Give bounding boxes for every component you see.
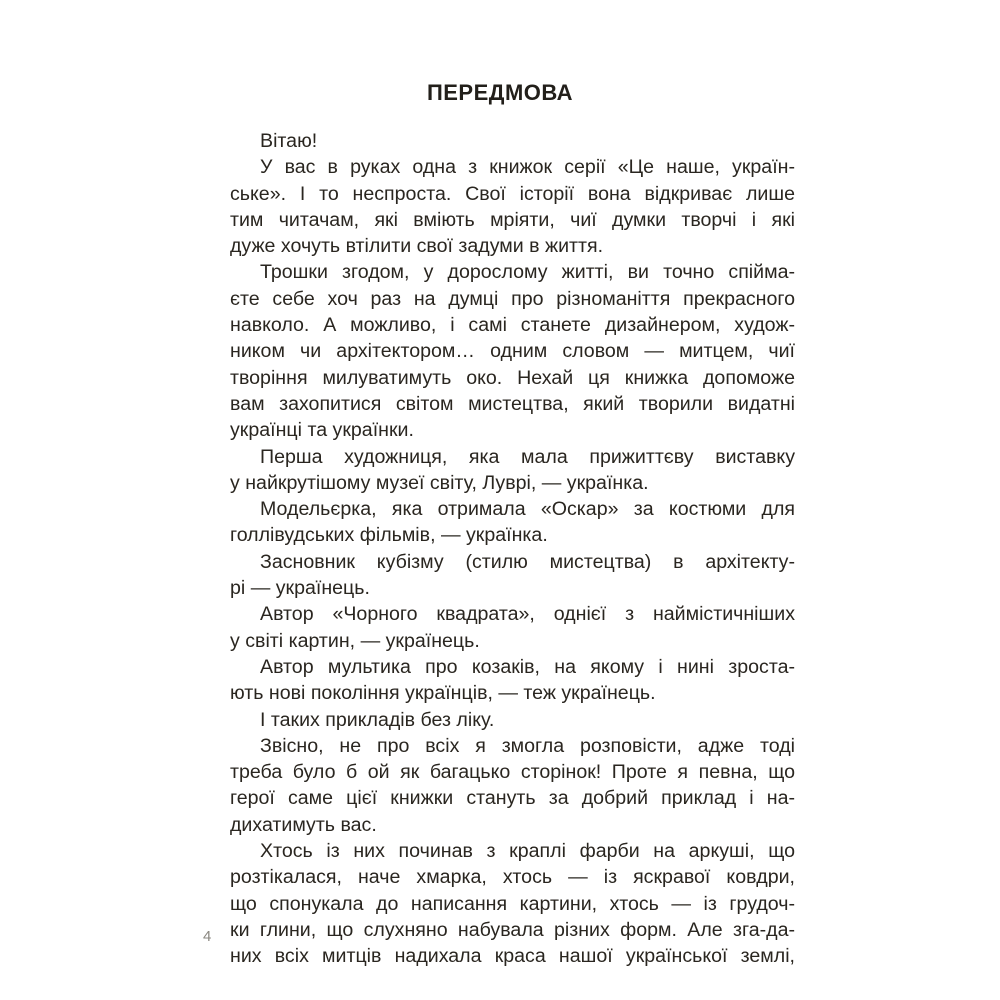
text-line: навколо. А можливо, і самі станете дизайнером, худож- — [230, 314, 795, 337]
text-line: у найкрутішому музеї світу, Луврі, — українка. — [230, 471, 649, 494]
text-line: єте себе хоч раз на думці про різноманіття прекрасного — [230, 287, 795, 310]
text-line: у світі картин, — українець. — [230, 629, 480, 652]
text-line: дихатимуть вас. — [230, 813, 377, 836]
text-line: Хтось із них починав з краплі фарби на аркуші, що — [260, 840, 795, 863]
text-line: українці та українки. — [230, 419, 414, 442]
text-line: голлівудських фільмів, — українка. — [230, 524, 548, 547]
text-line: Автор «Чорного квадрата», однієї з наймістичніших — [260, 603, 795, 626]
preface-text — [230, 128, 795, 970]
text-line: дуже хочуть втілити свої задуми в життя. — [230, 235, 604, 258]
text-line: Модельєрка, яка отримала «Оскар» за костюми для — [260, 498, 795, 521]
text-line: У вас в руках одна з книжок серії «Це наше, україн- — [260, 156, 795, 179]
text-line: розтікалася, наче хмарка, хтось — із яскравої ковдри, — [230, 866, 795, 889]
text-line: Вітаю! — [260, 130, 318, 152]
text-line: тим читачам, які вміють мріяти, чиї думки творчі і які — [230, 208, 795, 231]
text-line: І таких прикладів без ліку. — [260, 708, 495, 731]
text-line: них всіх митців надихала краса нашої української землі, — [230, 945, 795, 968]
text-line: герої саме цієї книжки стануть за добрий приклад і на- — [230, 787, 795, 810]
text-line: рі — українець. — [230, 577, 370, 600]
text-line: Перша художниця, яка мала прижиттєву виставку — [260, 445, 795, 468]
text-line: ником чи архітектором… одним словом — митцем, чиї — [230, 340, 795, 363]
page-title: ПЕРЕДМОВА — [426, 80, 574, 105]
text-line: Автор мультика про козаків, на якому і нині зроста- — [260, 655, 795, 678]
text-line: ки глини, що слухняно набувала різних форм. Але зга-да- — [230, 918, 795, 941]
text-line: ють нові покоління українців, — теж українець. — [230, 682, 656, 705]
text-line: Трошки згодом, у дорослому житті, ви точно спійма- — [260, 261, 795, 284]
text-line: вам захопитися світом мистецтва, який творили видатні — [230, 392, 795, 415]
text-line: ське». І то неспроста. Свої історії вона відкриває лише — [230, 182, 795, 205]
text-line: Засновник кубізму (стилю мистецтва) в архітекту- — [260, 550, 795, 573]
text-line: що спонукала до написання картини, хтось — із грудоч- — [230, 892, 795, 915]
page-number: 4 — [203, 928, 212, 945]
text-line: Звісно, не про всіх я змогла розповісти, адже тоді — [260, 734, 795, 757]
text-line: треба було б ой як багацько сторінок! Проте я певна, що — [230, 761, 795, 784]
text-line: творіння милуватимуть око. Нехай ця книжка допоможе — [230, 366, 795, 389]
